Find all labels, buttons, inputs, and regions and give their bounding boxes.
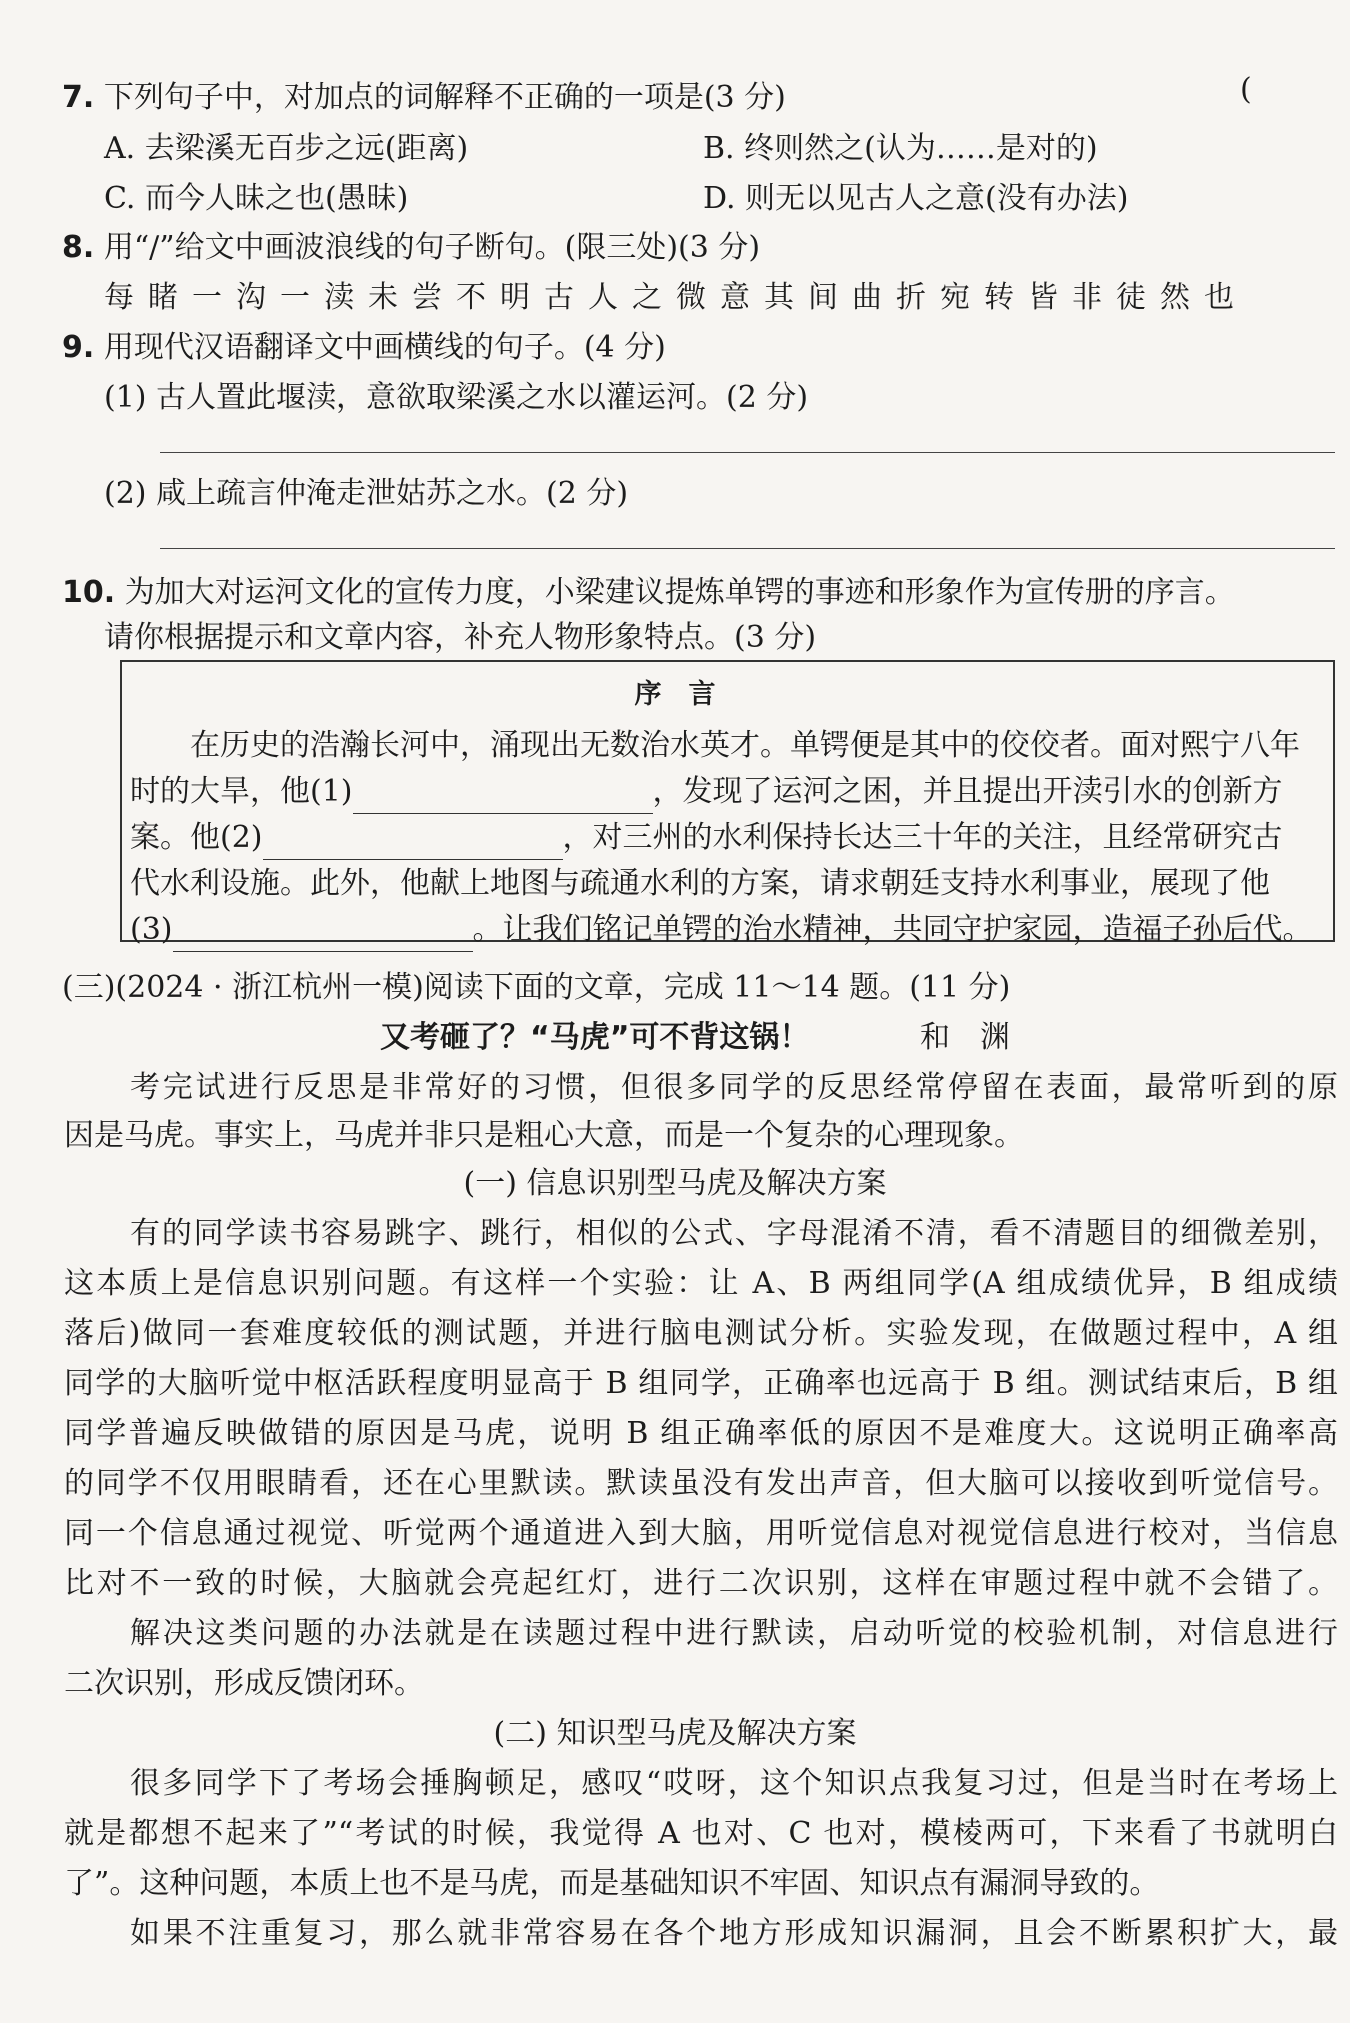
para-2-line-3: 落后)做同一套难度较低的测试题，并进行脑电测试分析。实验发现，在做题过程中，A 组 (64, 1316, 1338, 1351)
para-1-line-1: 考完试进行反思是非常好的习惯，但很多同学的反思经常停留在表面，最常听到的原 (130, 1070, 1338, 1105)
q9-stem-line (62, 322, 666, 366)
para-2-line-7: 同一个信息通过视觉、听觉两个通道进入到大脑，用听觉信息对视觉信息进行校对，当信息 (64, 1516, 1338, 1551)
subheading-1: (一) 信息识别型马虎及解决方案 (463, 1166, 887, 1201)
blank-2[interactable] (263, 824, 563, 860)
preface-title: 序 言 (634, 679, 716, 710)
para-4-line-2: 就是都想不起来了”“考试的时候，我觉得 A 也对、C 也对，模棱两可，下来看了书就明白 (64, 1816, 1338, 1851)
q9-sub2: (2) 咸上疏言仲淹走泄姑苏之水。(2 分) (104, 476, 629, 511)
preface-line-5-b: 。让我们铭记单锷的治水精神，共同守护家园，造福子孙后代。 (472, 912, 1313, 947)
q9-number: 9. (62, 330, 95, 365)
q7-option-a: A. 去梁溪无百步之远(距离) (104, 131, 469, 166)
q7-option-c: C. 而今人昧之也(愚昧) (104, 181, 409, 216)
para-2-line-5: 同学普遍反映做错的原因是马虎，说明 B 组正确率低的原因不是难度大。这说明正确率高 (64, 1416, 1338, 1451)
preface-line-1: 在历史的浩瀚长河中，涌现出无数治水英才。单锷便是其中的佼佼者。面对熙宁八年 (190, 728, 1300, 763)
preface-line-5-a: (3) (130, 912, 173, 947)
preface-line-3-b: ，对三州的水利保持长达三十年的关注，且经常研究古 (562, 820, 1283, 855)
q7-answer-paren: ( (1240, 72, 1252, 107)
q7-stem-line (62, 72, 786, 116)
q10-line-1 (62, 567, 1235, 611)
para-3-line-1: 解决这类问题的办法就是在读题过程中进行默读，启动听觉的校验机制，对信息进行 (130, 1616, 1338, 1651)
article-title: 又考砸了？“马虎”可不背这锅！ (380, 1020, 810, 1055)
section-3-header: (三)(2024 · 浙江杭州一模)阅读下面的文章，完成 11～14 题。(11 分) (62, 970, 1011, 1005)
q9-answer-line-1[interactable] (160, 452, 1335, 453)
preface-line-2-a: 时的大旱，他(1) (130, 774, 353, 809)
article-author: 和 渊 (920, 1020, 1010, 1055)
q10-line-2: 请你根据提示和文章内容，补充人物形象特点。(3 分) (104, 620, 817, 655)
para-2-line-4: 同学的大脑听觉中枢活跃程度明显高于 B 组同学，正确率也远高于 B 组。测试结束后，B 组 (64, 1366, 1338, 1401)
para-2-line-8: 比对不一致的时候，大脑就会亮起红灯，进行二次识别，这样在审题过程中就不会错了。 (64, 1566, 1338, 1601)
para-3-line-2: 二次识别，形成反馈闭环。 (64, 1666, 424, 1701)
preface-line-3 (130, 812, 1283, 860)
para-4-line-1: 很多同学下了考场会捶胸顿足，感叹“哎呀，这个知识点我复习过，但是当时在考场上 (130, 1766, 1338, 1801)
q8-stem-line (62, 222, 760, 266)
para-2-line-6: 的同学不仅用眼睛看，还在心里默读。默读虽没有发出声音，但大脑可以接收到听觉信号。 (64, 1466, 1338, 1501)
q7-option-d: D. 则无以见古人之意(没有办法) (703, 181, 1129, 216)
preface-line-4: 代水利设施。此外，他献上地图与疏通水利的方案，请求朝廷支持水利事业，展现了他 (130, 866, 1270, 901)
q7-stem: 下列句子中，对加点的词解释不正确的一项是(3 分) (103, 80, 786, 115)
preface-line-3-a: 案。他(2) (130, 820, 263, 855)
preface-line-2 (130, 766, 1283, 814)
q9-stem: 用现代汉语翻译文中画横线的句子。(4 分) (103, 330, 666, 365)
q10-text-1: 为加大对运河文化的宣传力度，小梁建议提炼单锷的事迹和形象作为宣传册的序言。 (124, 575, 1235, 610)
para-2-line-2: 这本质上是信息识别问题。有这样一个实验：让 A、B 两组同学(A 组成绩优异，B 组成绩 (64, 1266, 1338, 1301)
q8-sentence: 每睹一沟一渎未尝不明古人之微意其间曲折宛转皆非徒然也 (104, 280, 1248, 315)
q10-number: 10. (62, 575, 116, 610)
preface-line-2-b: ，发现了运河之困，并且提出开渎引水的创新方 (652, 774, 1283, 809)
q8-number: 8. (62, 230, 95, 265)
para-4-line-3: 了”。这种问题，本质上也不是马虎，而是基础知识不牢固、知识点有漏洞导致的。 (64, 1866, 1160, 1901)
para-1-line-2: 因是马虎。事实上，马虎并非只是粗心大意，而是一个复杂的心理现象。 (64, 1118, 1024, 1153)
para-2-line-1: 有的同学读书容易跳字、跳行，相似的公式、字母混淆不清，看不清题目的细微差别， (130, 1216, 1338, 1251)
q9-sub1: (1) 古人置此堰渎，意欲取梁溪之水以灌运河。(2 分) (104, 380, 809, 415)
blank-3[interactable] (173, 916, 473, 952)
blank-1[interactable] (353, 778, 653, 814)
subheading-2: (二) 知识型马虎及解决方案 (493, 1716, 857, 1751)
q9-answer-line-2[interactable] (160, 548, 1335, 549)
para-5-line-1: 如果不注重复习，那么就非常容易在各个地方形成知识漏洞，且会不断累积扩大，最 (130, 1916, 1338, 1951)
preface-line-5 (130, 904, 1313, 952)
q7-option-b: B. 终则然之(认为……是对的) (703, 131, 1098, 166)
q8-stem: 用“/”给文中画波浪线的句子断句。(限三处)(3 分) (103, 230, 761, 265)
q7-number: 7. (62, 80, 95, 115)
